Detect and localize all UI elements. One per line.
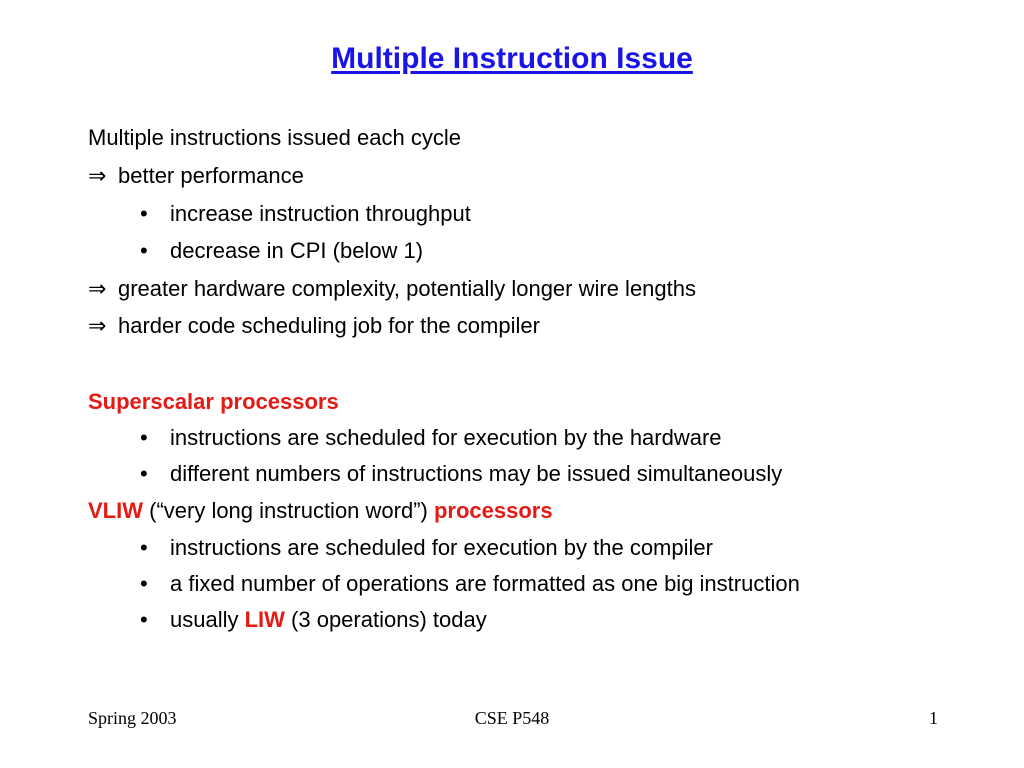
vliw-acronym: VLIW bbox=[88, 498, 143, 523]
liw-emphasis: LIW bbox=[244, 607, 285, 632]
bullet-text: instructions are scheduled for execution by the compiler bbox=[170, 535, 713, 560]
consequence-line-2 bbox=[88, 276, 696, 302]
bullet-icon: • bbox=[140, 571, 148, 596]
slide-number: 1 bbox=[929, 708, 938, 728]
intro-text: Multiple instructions issued each cycle bbox=[88, 125, 461, 150]
vliw-heading bbox=[88, 498, 553, 524]
bullet-icon: • bbox=[140, 425, 148, 450]
bullet-icon: • bbox=[140, 201, 148, 226]
implies-arrow-icon: ⇒ bbox=[88, 276, 107, 301]
slide-title: Multiple Instruction Issue bbox=[331, 42, 693, 75]
bullet-item bbox=[140, 535, 713, 561]
bullet-text: increase instruction throughput bbox=[170, 201, 471, 226]
implies-arrow-icon: ⇒ bbox=[88, 313, 107, 338]
bullet-text: decrease in CPI (below 1) bbox=[170, 238, 424, 263]
bullet-text: different numbers of instructions may be issued simultaneously bbox=[170, 461, 783, 486]
bullet-icon: • bbox=[140, 461, 148, 486]
bullet-item bbox=[140, 607, 487, 633]
bullet-icon: • bbox=[140, 238, 148, 263]
bullet-item bbox=[140, 425, 722, 451]
bullet-item bbox=[140, 238, 423, 264]
implies-arrow-icon: ⇒ bbox=[88, 163, 107, 188]
consequence-text-3: harder code scheduling job for the compiler bbox=[118, 313, 540, 338]
bullet-item bbox=[140, 571, 800, 597]
bullet-item bbox=[140, 201, 471, 227]
bullet-item bbox=[140, 461, 782, 487]
superscalar-heading: Superscalar processors bbox=[88, 389, 339, 414]
bullet-icon: • bbox=[140, 535, 148, 560]
consequence-line-1 bbox=[88, 163, 304, 189]
vliw-processors-label: processors bbox=[433, 498, 553, 523]
footer-center: CSE P548 bbox=[474, 708, 550, 728]
consequence-text-2: greater hardware complexity, potentially longer wire lengths bbox=[118, 276, 696, 301]
bullet-text-suffix: (3 operations) today bbox=[284, 607, 487, 632]
intro-line bbox=[88, 125, 461, 151]
consequence-text-1: better performance bbox=[118, 163, 304, 188]
bullet-text: instructions are scheduled for execution by the hardware bbox=[170, 425, 722, 450]
bullet-icon: • bbox=[140, 607, 148, 632]
bullet-text-prefix: usually bbox=[170, 607, 245, 632]
footer-left: Spring 2003 bbox=[88, 708, 177, 728]
vliw-expansion: (“very long instruction word”) bbox=[143, 498, 434, 523]
bullet-text: a fixed number of operations are formatted as one big instruction bbox=[170, 571, 800, 596]
consequence-line-3 bbox=[88, 313, 540, 339]
